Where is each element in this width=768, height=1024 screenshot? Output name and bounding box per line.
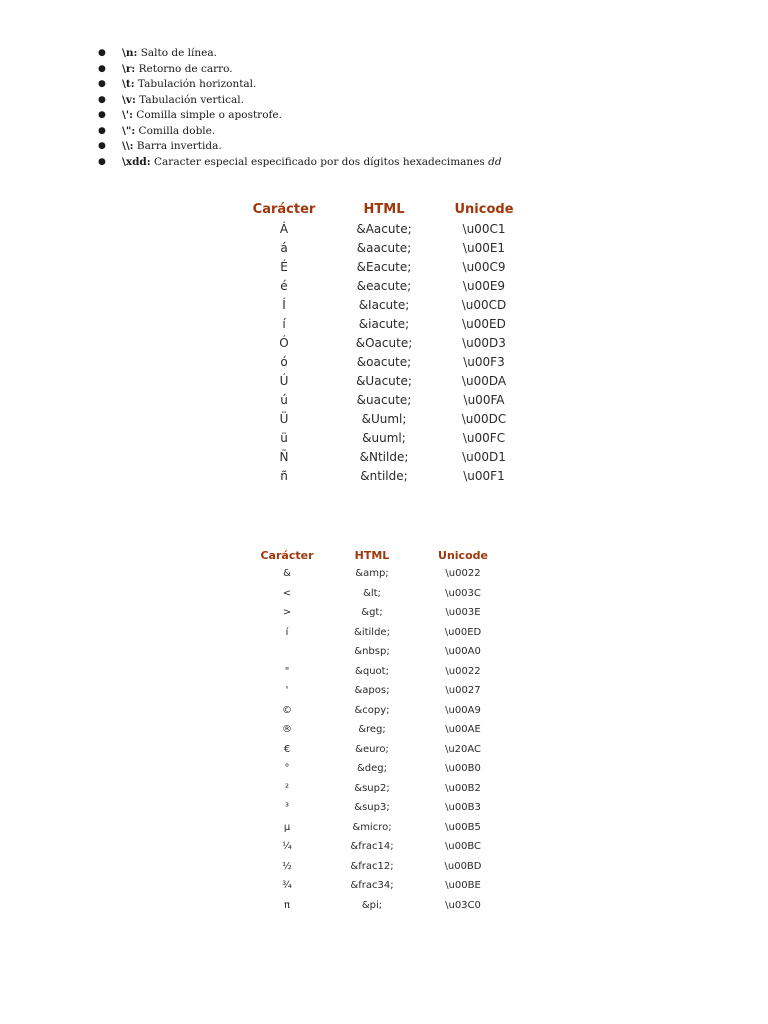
cell-unicode: \u00BD <box>444 860 482 872</box>
column-header-unicode: Unicode <box>454 202 514 217</box>
table-row <box>243 295 525 314</box>
escape-italic: dd <box>488 155 502 168</box>
bullet-icon: ● <box>98 63 106 74</box>
cell-html-entity: &pi; <box>361 899 383 911</box>
table-row <box>256 740 500 760</box>
table-row <box>243 219 525 238</box>
table-header-row <box>256 546 500 564</box>
table-row <box>256 818 500 838</box>
cell-html-entity: &nbsp; <box>354 646 390 658</box>
escape-sequence-list <box>98 46 502 170</box>
escape-sep: : <box>131 62 136 75</box>
cell-character: Ó <box>279 335 289 350</box>
cell-unicode: \u0022 <box>445 568 481 580</box>
cell-unicode: \u0022 <box>445 665 481 677</box>
cell-character: ' <box>285 685 289 697</box>
escape-description: Caracter especial especificado por dos dígitos hexadecimanes <box>150 155 489 168</box>
cell-unicode: \u00C1 <box>462 221 506 236</box>
escape-code: \t <box>122 78 131 90</box>
list-item <box>98 108 502 124</box>
table-row <box>243 390 525 409</box>
cell-character: í <box>285 626 289 638</box>
cell-unicode: \u00B0 <box>445 763 481 775</box>
table-row <box>256 720 500 740</box>
cell-unicode: \u00D3 <box>462 335 506 350</box>
cell-html-entity: &uuml; <box>362 430 406 445</box>
cell-character: ® <box>282 724 292 736</box>
cell-html-entity: &apos; <box>354 685 390 697</box>
cell-html-entity: &gt; <box>361 607 383 619</box>
table-row <box>256 837 500 857</box>
cell-html-entity: &frac12; <box>350 860 394 872</box>
table-row <box>256 603 500 623</box>
cell-unicode: \u00BC <box>444 841 482 853</box>
column-header-html: HTML <box>354 548 390 562</box>
cell-character: π <box>283 899 291 911</box>
cell-character: > <box>282 607 292 619</box>
cell-character: ñ <box>280 468 288 483</box>
list-item <box>98 46 502 62</box>
cell-character: & <box>283 568 291 580</box>
table-row <box>243 333 525 352</box>
table-row <box>243 371 525 390</box>
cell-character: ú <box>280 392 288 407</box>
cell-character: € <box>283 743 291 755</box>
cell-html-entity: &itilde; <box>354 626 390 638</box>
escape-sep: : <box>133 47 138 59</box>
cell-character: ½ <box>282 860 292 872</box>
cell-html-entity: &eacute; <box>356 278 412 293</box>
escape-description: Barra invertida. <box>133 140 222 152</box>
escape-description: Tabulación horizontal. <box>134 78 257 90</box>
bullet-icon: ● <box>98 79 106 89</box>
list-item <box>98 124 502 140</box>
table-row <box>256 681 500 701</box>
cell-character: ó <box>280 354 288 369</box>
table-row <box>256 642 500 662</box>
table-row <box>256 701 500 721</box>
table-row <box>256 584 500 604</box>
table-row <box>243 314 525 333</box>
list-item <box>98 93 502 109</box>
cell-html-entity: &Oacute; <box>355 335 413 350</box>
table-body <box>243 219 525 485</box>
escape-code: \' <box>122 109 130 121</box>
cell-unicode: \u00DA <box>461 373 507 388</box>
escape-code: \v <box>122 93 132 106</box>
cell-html-entity: &Eacute; <box>356 259 412 274</box>
cell-html-entity: &ntilde; <box>360 468 408 483</box>
escape-code: \" <box>122 124 132 137</box>
cell-character: © <box>282 704 292 716</box>
escape-code: \xdd <box>122 155 147 168</box>
cell-html-entity: &amp; <box>355 568 389 580</box>
escape-sep: : <box>131 124 136 137</box>
table-row <box>256 876 500 896</box>
cell-character: µ <box>283 821 291 833</box>
cell-unicode: \u20AC <box>444 743 482 755</box>
table-row <box>256 857 500 877</box>
table-row <box>243 466 525 485</box>
cell-html-entity: &frac34; <box>350 880 394 892</box>
table-row <box>243 447 525 466</box>
cell-unicode: \u003E <box>445 607 481 619</box>
table-row <box>243 276 525 295</box>
cell-unicode: \u00A9 <box>445 704 481 716</box>
table-row <box>256 564 500 584</box>
cell-unicode: \u00F3 <box>463 354 505 369</box>
cell-unicode: \u00A0 <box>445 646 481 658</box>
cell-html-entity: &Aacute; <box>356 221 412 236</box>
column-header-unicode: Unicode <box>438 548 488 562</box>
list-item <box>98 155 502 171</box>
cell-unicode: \u00BE <box>445 880 481 892</box>
cell-unicode: \u00E9 <box>462 278 506 293</box>
escape-code: \r <box>122 62 132 75</box>
cell-html-entity: &Ntilde; <box>359 449 409 464</box>
escape-code: \n <box>122 47 134 59</box>
cell-character: ¾ <box>282 880 292 892</box>
bullet-icon: ● <box>98 141 106 151</box>
cell-unicode: \u00B3 <box>445 802 481 814</box>
cell-html-entity: &lt; <box>363 587 381 599</box>
cell-character <box>256 642 318 662</box>
escape-sep: : <box>131 93 136 106</box>
cell-character: í <box>282 316 286 331</box>
table-row <box>256 798 500 818</box>
cell-unicode: \u00ED <box>462 316 506 331</box>
cell-character: Ü <box>279 411 289 426</box>
table-row <box>256 662 500 682</box>
cell-html-entity: &euro; <box>355 743 389 755</box>
cell-html-entity: &frac14; <box>350 841 394 853</box>
accent-characters-table <box>243 200 525 485</box>
cell-html-entity: &sup3; <box>354 802 390 814</box>
cell-unicode: \u00FA <box>463 392 505 407</box>
cell-html-entity: &Uuml; <box>361 411 407 426</box>
cell-unicode: \u00DC <box>461 411 507 426</box>
list-item <box>98 139 502 155</box>
cell-unicode: \u00FC <box>462 430 506 445</box>
bullet-icon: ● <box>98 48 106 58</box>
cell-unicode: \u00F1 <box>463 468 505 483</box>
column-header-character: Carácter <box>260 548 314 562</box>
escape-description: Comilla simple o apostrofe. <box>132 109 282 121</box>
table-row <box>243 428 525 447</box>
escape-sep: : <box>130 78 135 90</box>
cell-character: ³ <box>284 802 289 814</box>
special-symbols-table <box>256 546 500 915</box>
escape-description: Tabulación vertical. <box>135 93 244 106</box>
table-row <box>243 257 525 276</box>
cell-character: É <box>280 259 288 274</box>
cell-unicode: \u0027 <box>445 685 481 697</box>
escape-description: Salto de línea. <box>137 47 217 59</box>
cell-unicode: \u00D1 <box>462 449 506 464</box>
cell-html-entity: &quot; <box>355 665 389 677</box>
cell-character: á <box>280 240 288 255</box>
cell-html-entity: &deg; <box>356 763 387 775</box>
table-header-row <box>243 200 525 219</box>
bullet-icon: ● <box>98 110 106 120</box>
cell-character: ¼ <box>282 841 292 853</box>
cell-html-entity: &sup2; <box>354 782 390 794</box>
column-header-character: Carácter <box>252 202 316 217</box>
cell-html-entity: &Iacute; <box>358 297 410 312</box>
cell-character: " <box>284 665 290 677</box>
cell-unicode: \u00B5 <box>445 821 481 833</box>
cell-character: Í <box>282 297 286 312</box>
table-row <box>256 779 500 799</box>
cell-character: ² <box>284 782 289 794</box>
cell-unicode: \u00B2 <box>445 782 481 794</box>
list-item <box>98 77 502 93</box>
cell-unicode: \u00AE <box>445 724 481 736</box>
cell-html-entity: &uacute; <box>356 392 412 407</box>
table-row <box>256 623 500 643</box>
table-row <box>256 759 500 779</box>
cell-unicode: \u00ED <box>444 626 482 638</box>
list-item <box>98 62 502 78</box>
bullet-icon: ● <box>98 156 106 167</box>
table-row <box>243 238 525 257</box>
table-row <box>256 896 500 916</box>
escape-code: \\ <box>122 140 130 152</box>
bullet-icon: ● <box>98 125 106 136</box>
cell-character: ° <box>284 763 290 775</box>
cell-character: ü <box>280 430 288 445</box>
cell-character: é <box>280 278 288 293</box>
column-header-html: HTML <box>363 202 405 217</box>
escape-description: Comilla doble. <box>135 124 216 137</box>
cell-unicode: \u00C9 <box>462 259 506 274</box>
cell-html-entity: &Uacute; <box>356 373 412 388</box>
table-body <box>256 564 500 915</box>
cell-html-entity: &reg; <box>358 724 386 736</box>
cell-character: < <box>282 587 292 599</box>
escape-sep: : <box>129 140 134 152</box>
cell-character: Ñ <box>279 449 289 464</box>
cell-html-entity: &copy; <box>354 704 390 716</box>
escape-sep: : <box>129 109 133 121</box>
cell-html-entity: &iacute; <box>358 316 410 331</box>
table-row <box>243 352 525 371</box>
cell-unicode: \u03C0 <box>445 899 481 911</box>
cell-html-entity: &oacute; <box>356 354 412 369</box>
escape-sep: : <box>146 155 151 168</box>
cell-character: Á <box>279 221 289 236</box>
cell-html-entity: &aacute; <box>356 240 412 255</box>
bullet-icon: ● <box>98 94 106 105</box>
cell-unicode: \u00E1 <box>462 240 506 255</box>
table-row <box>243 409 525 428</box>
escape-description: Retorno de carro. <box>135 62 233 75</box>
cell-unicode: \u00CD <box>461 297 507 312</box>
cell-character: Ú <box>279 373 289 388</box>
cell-html-entity: &micro; <box>352 821 392 833</box>
cell-unicode: \u003C <box>445 587 481 599</box>
